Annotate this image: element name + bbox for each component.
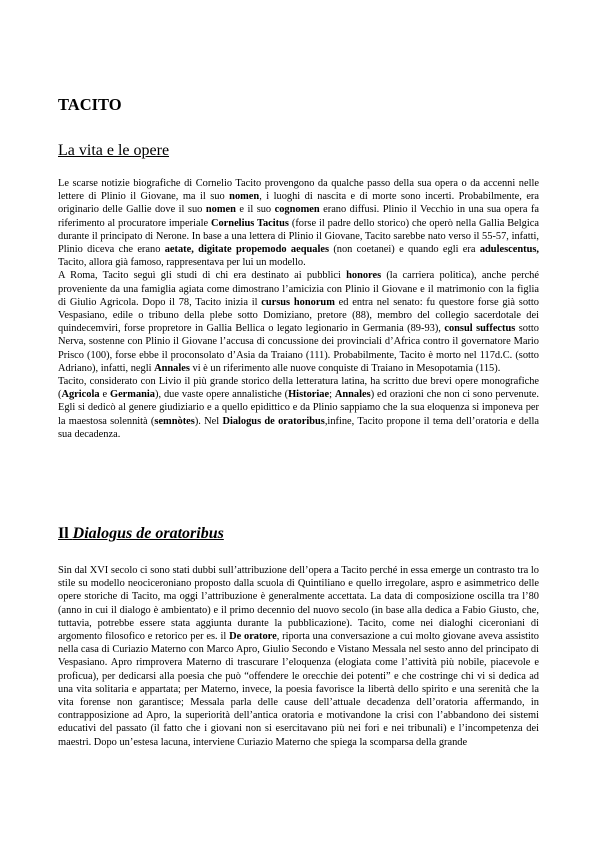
section-body-dialogus <box>58 564 539 749</box>
text-run: , i luoghi di nascita e di morte sono incerti. Probabilmente, era originario delle Gallie dove il suo <box>58 191 540 216</box>
text-run: A Roma, Tacito seguì gli studi di chi era destinato ai pubblici <box>58 270 347 282</box>
paragraph <box>58 375 539 441</box>
bold-term: Annales <box>154 362 190 374</box>
bold-term: aetate, digitate propemodo aequales <box>164 244 329 256</box>
section-heading-vita: La vita e le opere <box>58 142 170 159</box>
bold-term: nomen <box>205 204 236 216</box>
text-run: sotto Nerva, sostenne con Plinio il Giovane l’accusa di concussione dei provinciali d’Africa contro il governatore Mario Prisco (100), forse ebbe il proconsolato d’Asia da Traiano (111). Probabilmente, Tacito è morto nel 117d.C. (sotto Adriano), infatti, negli <box>58 323 539 374</box>
text-run: (forse il padre dello storico) che operò nella Gallia Belgica durante il principato di Nerone. In base a una lettera di Plinio il Giovane, Tacito sarebbe nato verso il 55-57, infatti, Plinio diceva che erano <box>58 217 539 256</box>
text-run: ) ed orazioni che non ci sono pervenute. Egli si dedicò al genere giudiziario e a quello epidittico e da Plinio sappiamo che la sua eloquenza si imponeva per la maestosa solennità ( <box>58 389 539 427</box>
text-run: , riporta una conversazione a cui molto giovane aveva assistito nella casa di Curiazio Materno con Marco Apro, Giulio Secondo e Vistano Messala nel sesto anno del principato di Vespasiano. Apro rimprovera Materno di trascurare l’eloquenza (elogiata come l’attività più nobile, piacevole e proficua), per dedicarsi alla poesia che può “offendere le orecchie dei potenti” e che costringe chi vi si dedica ad una vita solitaria e appartata; per Materno, invece, la poesia favorisce la libertà dello spirito e una serenità che la vita forense non garantisce; Messala parla delle cause dell’attuale decadenza dell’oratoria affermando, in contrapposizione ad Apro, la superiorità dell’antica oratoria e motivandone la crisi con l’abbandono dei sistemi educativi del passato (il fatto che i giovani non si esercitavano più nei fori e nei tribunali) e l’incompetenza dei maestri. Dopo un’estesa lacuna, interviene Curiazio Materno che spiega la scomparsa della grande <box>58 631 539 748</box>
text-run: ; <box>329 389 335 401</box>
text-run: ), due vaste opere annalistiche ( <box>155 389 289 401</box>
document-title: TACITO <box>58 95 122 114</box>
section-heading-dialogus <box>58 524 224 544</box>
text-run: ). Nel <box>194 415 223 427</box>
bold-term: cursus honorum <box>261 296 335 308</box>
bold-term: cognomen <box>274 204 320 216</box>
section-body-vita <box>58 177 539 441</box>
text-run: (non coetanei) e quando egli era <box>329 244 480 256</box>
bold-term: Agricola <box>61 389 100 401</box>
bold-term: Dialogus de oratoribus <box>222 415 325 427</box>
bold-term: semnòtes <box>154 415 195 427</box>
text-run: Tacito, allora già famoso, rappresentava per lui un modello. <box>58 257 306 269</box>
text-run: ,infine, Tacito propone il tema dell’oratoria e della sua decadenza. <box>58 415 539 440</box>
bold-term: consul suffectus <box>444 323 516 335</box>
text-run: Le scarse notizie biografiche di Cornelio Tacito provengono da qualche passo della sua opera o da accenni nelle lettere di Plinio il Giovane, ma il suo <box>58 178 539 203</box>
bold-term: De oratore <box>229 631 277 643</box>
bold-term: honores <box>346 270 382 282</box>
paragraph <box>58 177 539 269</box>
text-run: e il suo <box>235 204 275 216</box>
bold-term: Annales <box>334 389 371 401</box>
bold-term: Germania <box>109 389 156 401</box>
text-run: (la carriera politica), anche perché proveniente da una famiglia agiata come dimostrano l’amicizia con Plinio il Giovane e il matrimonio con la figlia di Giulio Agricola. Dopo il 78, Tacito inizia il <box>58 270 539 308</box>
bold-term: Historiae <box>288 389 330 401</box>
bold-term: nomen <box>229 191 260 203</box>
text-run: Sin dal XVI secolo ci sono stati dubbi sull’attribuzione dell’opera a Tacito perché in essa emerge un contrasto tra lo stile su modello neociceroniano proposto dalla scuola di Quintiliano e quello irregolare, aspro e asimmetrico delle opere storiche di Tacito, ma oggi l’attribuzione è generalmente accettata. La data di composizione oscilla tra l’80 (anno in cui il dialogo è ambientato) e il primo decennio del nuovo secolo (in base alla dedica a Fabio Giusto, che, tuttavia, potrebbe essere stata aggiunta durante la pubblicazione). Tacito, come nei dialoghi ciceroniani di argomento filosofico e retorico per es. il <box>58 565 539 643</box>
bold-term: adulescentus, <box>479 244 539 256</box>
heading-italic-title: Dialogus de oratoribus <box>72 525 224 542</box>
text-run: e <box>99 389 110 401</box>
text-run: vi è un riferimento alle nuove conquiste di Traiano in Mesopotamia (115). <box>189 362 501 374</box>
heading-prefix: Il <box>58 525 73 542</box>
text-run: erano diffusi. Plinio il Vecchio in una sua opera fa riferimento al procuratore imperiale <box>58 204 539 229</box>
text-run: Tacito, considerato con Livio il più grande storico della letteratura latina, ha scritto due brevi opere monografiche ( <box>58 376 539 401</box>
text-run: ed entra nel senato: fu questore forse già sotto Vespasiano, edile o tribuno della plebe sotto Domiziano, pretore (88), membro del collegio sacerdotale dei quindecemviri, forse propretore in Gallia Bellica o legato legionario in Germania (89-93), <box>58 296 539 335</box>
bold-term: Cornelius Tacitus <box>210 217 289 229</box>
paragraph <box>58 564 539 749</box>
paragraph <box>58 269 539 375</box>
